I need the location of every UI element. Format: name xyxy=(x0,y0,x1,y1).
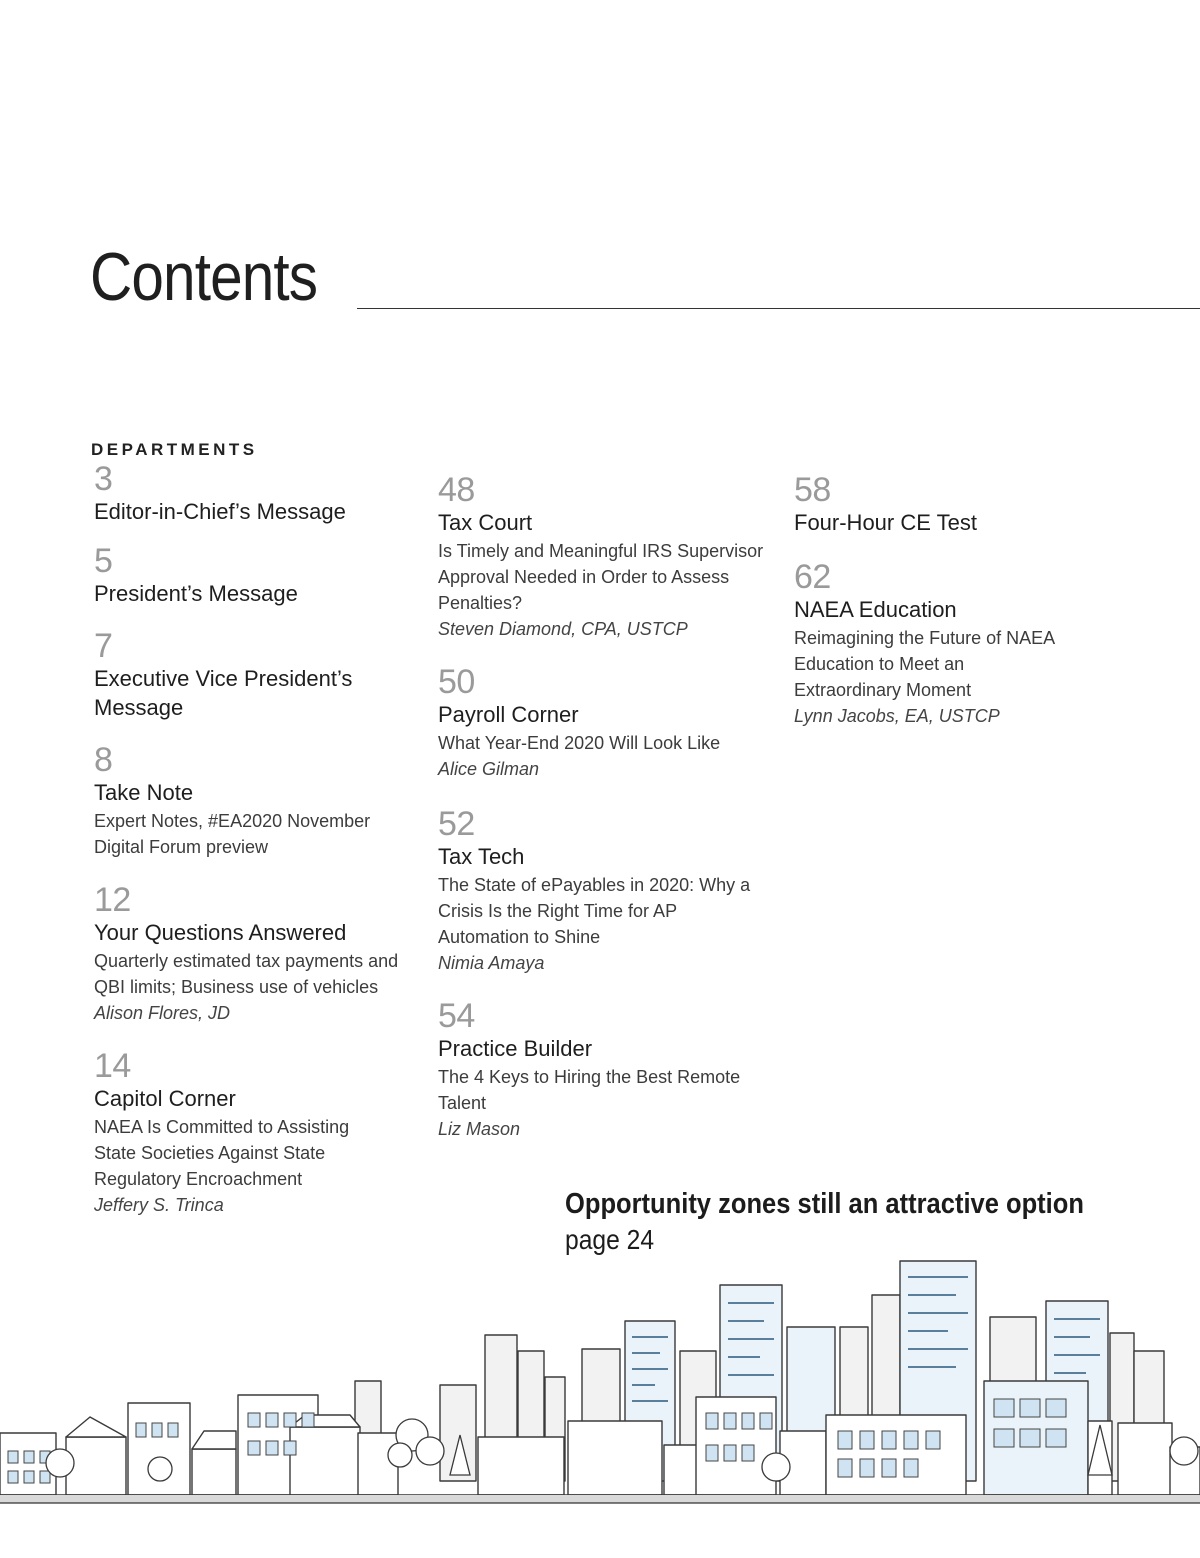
toc-entry[interactable] xyxy=(94,628,434,722)
entry-description: Reimagining the Future of NAEA Education to Meet an Extraordinary Moment xyxy=(794,628,1055,700)
contents-column-2 xyxy=(438,472,778,1142)
page-number: 52 xyxy=(438,805,475,843)
page-number: 3 xyxy=(94,460,113,498)
feature-callout[interactable] xyxy=(565,1186,1084,1258)
entry-description: The 4 Keys to Hiring the Best Remote Talent xyxy=(438,1067,741,1113)
entry-description: Is Timely and Meaningful IRS Supervisor Approval Needed in Order to Assess Penalties? xyxy=(438,541,764,613)
entry-title: Executive Vice President’s Message xyxy=(94,666,353,720)
contents-column-1 xyxy=(94,461,434,1218)
toc-entry[interactable] xyxy=(94,742,434,860)
entry-title: Tax Court xyxy=(438,510,533,535)
toc-entry[interactable] xyxy=(94,882,434,1026)
toc-entry[interactable] xyxy=(94,543,434,608)
entry-description: What Year-End 2020 Will Look Like xyxy=(438,733,721,753)
entry-title: Payroll Corner xyxy=(438,702,579,727)
entry-author: Alison Flores, JD xyxy=(94,1003,231,1023)
entry-title: Practice Builder xyxy=(438,1036,593,1061)
entry-title: Tax Tech xyxy=(438,844,525,869)
toc-entry[interactable] xyxy=(94,461,434,526)
toc-entry[interactable] xyxy=(794,472,1094,537)
entry-description: NAEA Is Committed to Assisting State Societies Against State Regulatory Encroachment xyxy=(94,1117,350,1189)
toc-entry[interactable] xyxy=(438,806,778,976)
callout-page-ref: page 24 xyxy=(565,1224,655,1255)
entry-title: Editor-in-Chief’s Message xyxy=(94,499,346,524)
toc-entry[interactable] xyxy=(94,1048,434,1218)
entry-title: Capitol Corner xyxy=(94,1086,236,1111)
entry-author: Jeffery S. Trinca xyxy=(94,1195,224,1215)
page-title: Contents xyxy=(90,239,318,315)
title-rule xyxy=(357,308,1200,309)
entry-title: Your Questions Answered xyxy=(94,920,347,945)
entry-title: Take Note xyxy=(94,780,194,805)
page-number: 7 xyxy=(94,627,113,665)
entry-author: Lynn Jacobs, EA, USTCP xyxy=(794,706,1000,726)
page-number: 8 xyxy=(94,741,113,779)
toc-entry[interactable] xyxy=(438,472,778,642)
page-number: 62 xyxy=(794,558,831,596)
callout-headline: Opportunity zones still an attractive option xyxy=(565,1188,1084,1220)
page-number: 54 xyxy=(438,997,475,1035)
city-skyline-illustration xyxy=(0,1255,1200,1515)
page-number: 48 xyxy=(438,471,475,509)
toc-entry[interactable] xyxy=(794,559,1094,729)
page-number: 58 xyxy=(794,471,831,509)
entry-author: Liz Mason xyxy=(438,1119,521,1139)
toc-entry[interactable] xyxy=(438,664,778,782)
entry-author: Nimia Amaya xyxy=(438,953,545,973)
page-number: 5 xyxy=(94,542,113,580)
entry-author: Alice Gilman xyxy=(438,759,540,779)
page-number: 12 xyxy=(94,881,131,919)
entry-author: Steven Diamond, CPA, USTCP xyxy=(438,619,688,639)
entry-title: NAEA Education xyxy=(794,597,957,622)
page-number: 14 xyxy=(94,1047,131,1085)
toc-entry[interactable] xyxy=(438,998,778,1142)
entry-description: Expert Notes, #EA2020 November Digital Forum preview xyxy=(94,811,371,857)
contents-column-3 xyxy=(794,472,1094,729)
section-heading-departments: DEPARTMENTS xyxy=(91,440,258,459)
entry-title: President’s Message xyxy=(94,581,298,606)
page-number: 50 xyxy=(438,663,475,701)
entry-description: The State of ePayables in 2020: Why a Crisis Is the Right Time for AP Automation to Shine xyxy=(438,875,751,947)
entry-title: Four-Hour CE Test xyxy=(794,510,977,535)
entry-description: Quarterly estimated tax payments and QBI limits; Business use of vehicles xyxy=(94,951,399,997)
